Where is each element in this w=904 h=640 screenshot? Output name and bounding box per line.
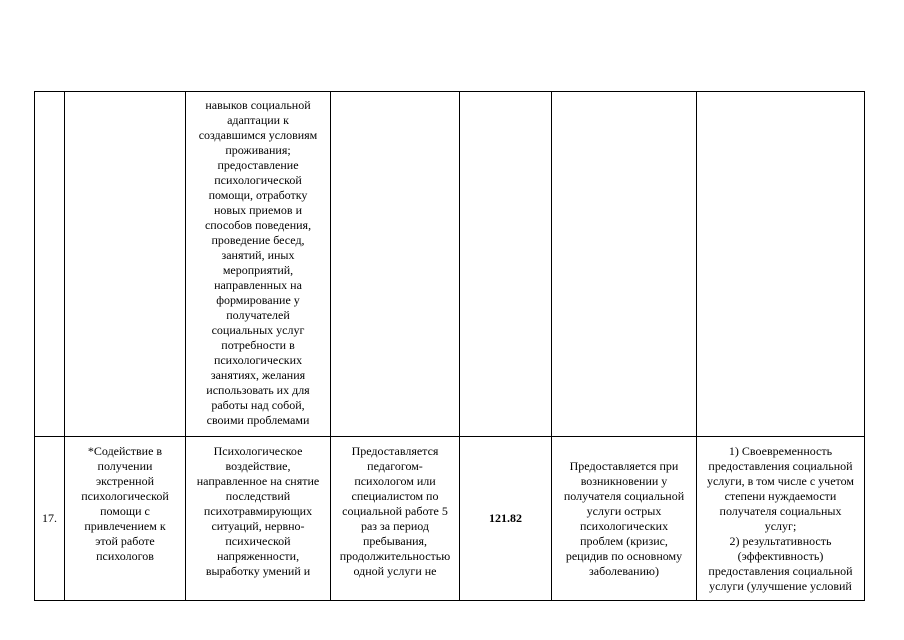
service-description-cell: Психологическое воздействие, направленное на снятие последствий психотравмирующих ситуаций, нервно- психической напряженности, выработку умений и: [186, 437, 331, 601]
quality-cell: 1) Своевременность предоставления социальной услуги, в том числе с учетом степени нуждаемости получателя социальных услуг; 2) результативность (эффективность) предоставления социальной услуги (улучшение условий: [697, 437, 865, 601]
provision-cell: Предоставляется педагогом- психологом или специалистом по социальной работе 5 раз за период пребывания, продолжительностью одной услуги не: [331, 437, 460, 601]
table-row-17: [35, 437, 865, 601]
services-table: [34, 91, 865, 601]
conditions-cell: [552, 92, 697, 437]
table-row-continuation: [35, 92, 865, 437]
row-number-cell: 17.: [35, 437, 65, 601]
tariff-cell: [460, 92, 552, 437]
service-name-cell: *Содействие в получении экстренной психологической помощи с привлечением к этой работе психологов: [65, 437, 186, 601]
service-name-cell: [65, 92, 186, 437]
tariff-cell: 121.82: [460, 437, 552, 601]
row-number-cell: [35, 92, 65, 437]
service-description-cell: навыков социальной адаптации к создавшимся условиям проживания; предоставление психологической помощи, отработку новых приемов и способов поведения, проведение бесед, занятий, иных мероприятий, направленных на формирование у получателей социальных услуг потребности в психологических занятиях, желания использовать их для работы над собой, своими проблемами: [186, 92, 331, 437]
conditions-cell: Предоставляется при возникновении у получателя социальной услуги острых психологических проблем (кризис, рецидив по основному заболеванию): [552, 437, 697, 601]
quality-cell: [697, 92, 865, 437]
provision-cell: [331, 92, 460, 437]
